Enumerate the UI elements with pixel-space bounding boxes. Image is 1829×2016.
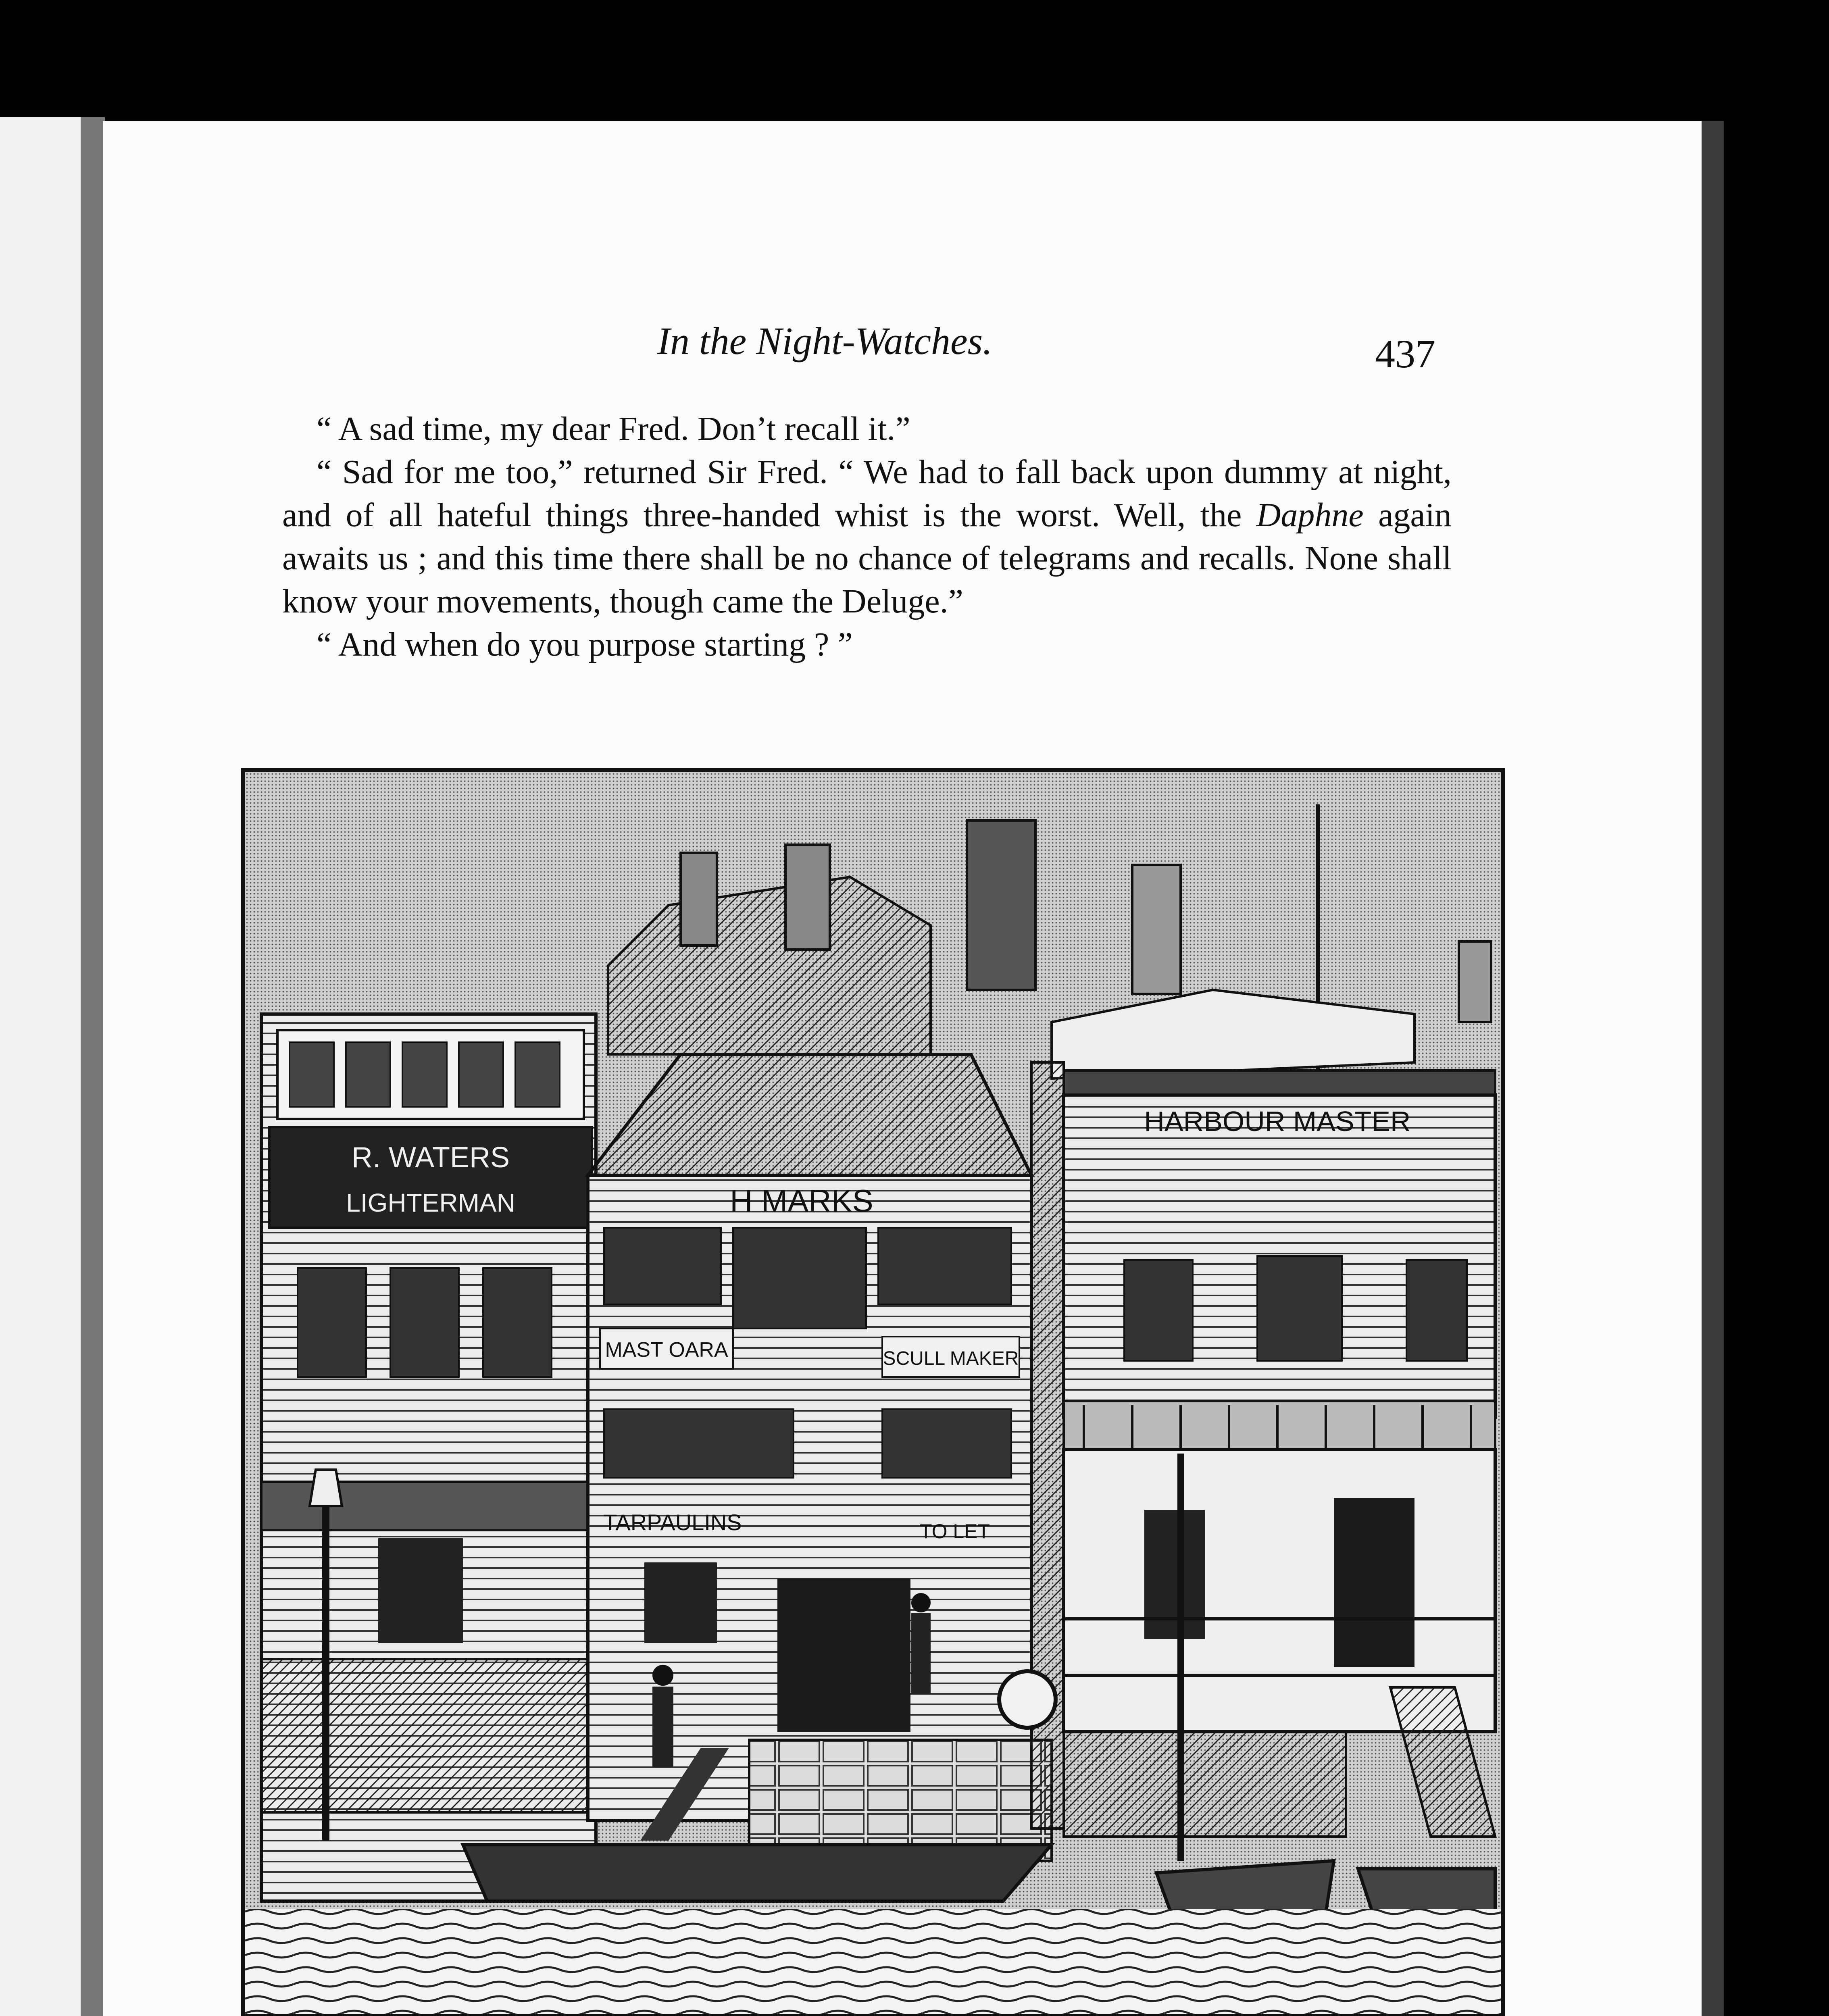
engraving — [245, 772, 1501, 2014]
paragraph: “ And when do you purpose starting ? ” — [317, 626, 853, 663]
left-page-edge — [0, 117, 87, 2016]
sign-marks: H MARKS — [730, 1183, 873, 1218]
sign-tarpaulins: TARPAULINS — [603, 1510, 742, 1535]
sign-harbour-master: HARBOUR MASTER — [1144, 1106, 1411, 1137]
paragraph: “ A sad time, my dear Fred. Don’t recall it.” — [317, 410, 910, 448]
sign-waterman: R. WATERS — [352, 1141, 510, 1174]
sign-scull: SCULL MAKER — [883, 1348, 1019, 1369]
book-gutter — [81, 117, 105, 2016]
page-number: 437 — [1375, 331, 1435, 376]
illustration-thames-houses — [241, 768, 1505, 2016]
sign-lighterman: LIGHTERMAN — [346, 1188, 515, 1217]
running-head: In the Night-Watches. — [657, 319, 992, 362]
ship-name: Daphne — [1256, 496, 1364, 534]
text-block-top — [282, 407, 1452, 666]
sign-mast: MAST OARA — [605, 1338, 728, 1362]
sign-to-let: TO LET — [919, 1520, 990, 1543]
paragraph: “ Sad for me too,” returned Sir Fred. “ We had to fall back upon dummy at night, and of all hateful things three-handed whist is the worst. Well, the Daphne again awaits us ; and this time there shall be no chance of telegrams and recalls. None shall know your movements, though came the Deluge.” — [282, 453, 1452, 620]
page-right-edge — [1702, 121, 1724, 2016]
